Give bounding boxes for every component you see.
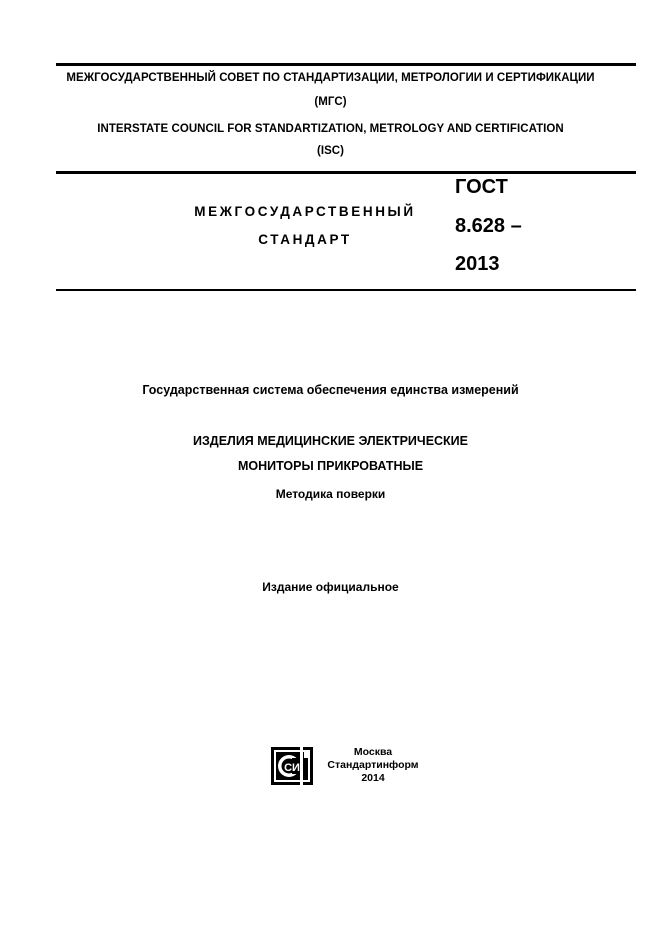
- gost-label: ГОСТ: [455, 176, 508, 198]
- standartinform-logo-icon: [270, 746, 314, 786]
- product-title-line1: ИЗДЕЛИЯ МЕДИЦИНСКИЕ ЭЛЕКТРИЧЕСКИЕ: [192, 434, 469, 448]
- gost-year: 2013: [455, 253, 500, 275]
- publisher-year: 2014: [361, 772, 385, 784]
- council-abbr-en: (ISC): [316, 145, 345, 157]
- publisher-name: Стандартинформ: [327, 759, 419, 771]
- standard-type-line2: СТАНДАРТ: [258, 232, 352, 247]
- edition-label: Издание официальное: [262, 580, 399, 594]
- council-name-en: INTERSTATE COUNCIL FOR STANDARTIZATION, METROLOGY AND CERTIFICATION: [97, 123, 564, 135]
- standard-top-rule: [56, 171, 636, 174]
- gost-number: 8.628 –: [455, 215, 522, 237]
- method-title: Методика поверки: [275, 487, 386, 501]
- product-title-line2: МОНИТОРЫ ПРИКРОВАТНЫЕ: [237, 459, 424, 473]
- logo-letters: СИ: [284, 762, 300, 774]
- council-name-ru: МЕЖГОСУДАРСТВЕННЫЙ СОВЕТ ПО СТАНДАРТИЗАЦИИ, МЕТРОЛОГИИ И СЕРТИФИКАЦИИ: [66, 72, 595, 84]
- publisher-city: Москва: [353, 746, 393, 758]
- council-abbr-ru: (МГС): [314, 96, 347, 108]
- top-rule: [56, 63, 636, 66]
- system-title: Государственная система обеспечения единства измерений: [142, 383, 519, 397]
- standard-bottom-rule: [56, 289, 636, 291]
- standard-type-line1: МЕЖГОСУДАРСТВЕННЫЙ: [194, 204, 416, 219]
